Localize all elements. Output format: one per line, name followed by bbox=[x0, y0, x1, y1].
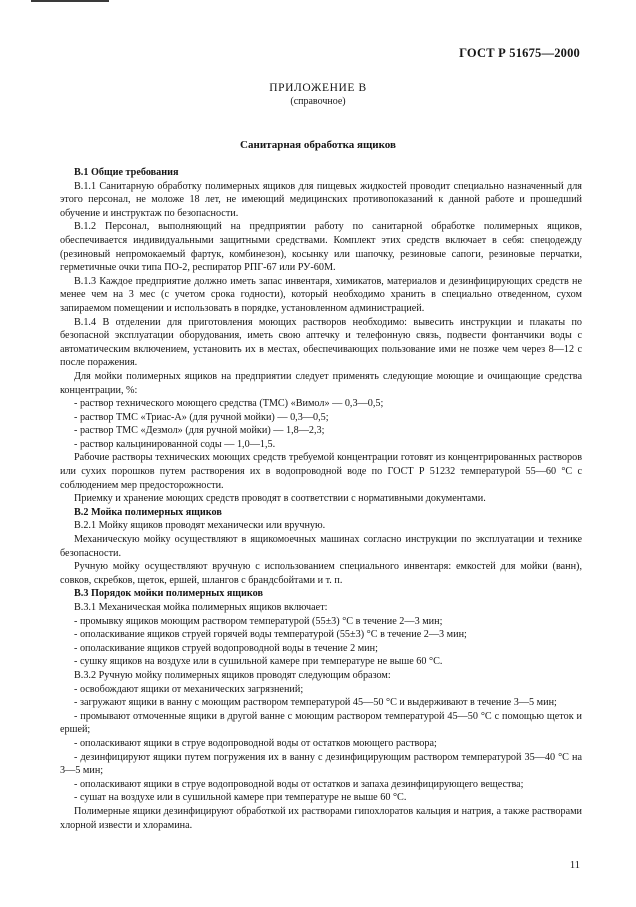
list-item: - дезинфицируют ящики путем погружения их в ванну с дезинфицирующим раствором температурой 35—40 °С на 3—5 мин; bbox=[60, 751, 582, 777]
paragraph: В.1.3 Каждое предприятие должно иметь запас инвентаря, химикатов, материалов и дезинфицирующих средств не менее чем на 3 мес (с учетом срока годности), который необходимо хранить в специально отведенном, сухом запираемом помещении и использовать в порядке, установленном администрацией. bbox=[60, 275, 582, 314]
list-item: - ополаскивание ящиков струей горячей воды температурой (55±3) °С в течение 2—3 мин; bbox=[74, 629, 467, 641]
paragraph: В.3.2 Ручную мойку полимерных ящиков проводят следующим образом: bbox=[74, 669, 391, 681]
paragraph: Механическую мойку осуществляют в ящикомоечных машинах согласно инструкции по эксплуатации и технике безопасности. bbox=[60, 534, 582, 559]
list-item: - промывку ящиков моющим раствором температурой (55±3) °С в течение 2—3 мин; bbox=[74, 615, 443, 627]
list-item: - раствор технического моющего средства (ТМС) «Вимол» — 0,3—0,5; bbox=[74, 398, 384, 410]
paragraph: Полимерные ящики дезинфицируют обработкой их растворами гипохлоратов кальция и натрия, а также растворами хлорной извести и хлорамина. bbox=[60, 805, 582, 831]
subsection-heading: В.1 Общие требования bbox=[74, 167, 179, 178]
list-item: - ополаскивают ящики в струе водопроводной воды от остатков и запаха дезинфицирующего вещества; bbox=[74, 778, 524, 790]
subsection-heading: В.3 Порядок мойки полимерных ящиков bbox=[74, 588, 263, 600]
appendix-note: (справочное) bbox=[290, 96, 346, 107]
section-title: Санитарная обработка ящиков bbox=[240, 139, 396, 151]
list-item: - раствор кальцинированной соды — 1,0—1,5. bbox=[74, 438, 276, 450]
paragraph: Для мойки полимерных ящиков на предприятии следует применять следующие моющие и очищающие средства концентрации, %: bbox=[60, 370, 582, 396]
paragraph: Приемку и хранение моющих средств проводят в соответствии с нормативными документами. bbox=[74, 493, 486, 505]
document-code: ГОСТ Р 51675—2000 bbox=[459, 46, 580, 60]
paragraph: В.1.4 В отделении для приготовления моющих растворов необходимо: вывесить инструкции и плакаты по безопасной эксплуатации оборудования, иметь свою аптечку и телефонную связь, подвести фонтанчики воды с автоматическим включением, установить их в местах, обеспечивающих пользование ими не позже чем через 8—12 с после поражения. bbox=[60, 316, 582, 369]
list-item: - сушат на воздухе или в сушильной камере при температуре не выше 60 °С. bbox=[74, 792, 407, 804]
list-item: - ополаскивание ящиков струей водопроводной воды в течение 2 мин; bbox=[74, 642, 378, 654]
paragraph: В.1.2 Персонал, выполняющий на предприятии работу по санитарной обработке полимерных ящиков, обеспечивается индивидуальными защитными средствами. Комплект этих средств включает в себя: спецодежду (резиновый непромокаемый фартук, комбинезон), косынку или шапочку, резиновые сапоги, резиновые перчатки, герметичные очки типа ПО-2, респиратор РПГ-67 или РУ-60М. bbox=[60, 221, 582, 274]
list-item: - освобождают ящики от механических загрязнений; bbox=[74, 683, 304, 695]
list-item: - сушку ящиков на воздухе или в сушильной камере при температуре не выше 60 °С. bbox=[74, 656, 443, 668]
paragraph: В.1.1 Санитарную обработку полимерных ящиков для пищевых жидкостей проводит специально назначенный для этого персонал, не моложе 18 лет, не имеющий медицинских противопоказаний к данной работе и прошедший обучение и инструктаж по безопасности. bbox=[60, 180, 582, 219]
subsection-heading: В.2 Мойка полимерных ящиков bbox=[74, 506, 222, 518]
document-body bbox=[60, 166, 582, 832]
appendix-title: ПРИЛОЖЕНИЕ В bbox=[269, 82, 367, 94]
list-item: - раствор ТМС «Дезмол» (для ручной мойки) — 1,8—2,3; bbox=[74, 425, 325, 437]
paragraph: В.2.1 Мойку ящиков проводят механически или вручную. bbox=[74, 520, 326, 532]
list-item: - раствор ТМС «Триас-А» (для ручной мойки) — 0,3—0,5; bbox=[74, 411, 329, 423]
paragraph: В.3.1 Механическая мойка полимерных ящиков включает: bbox=[74, 602, 328, 613]
list-item: - промывают отмоченные ящики в другой ванне с моющим раствором температурой 45—50 °С с помощью щеток и ершей; bbox=[60, 710, 582, 736]
top-rule bbox=[31, 0, 109, 2]
list-item: - ополаскивают ящики в струе водопроводной воды от остатков моющего раствора; bbox=[74, 737, 437, 749]
list-item: - загружают ящики в ванну с моющим раствором температурой 45—50 °С и выдерживают в течение 3—5 мин; bbox=[74, 697, 557, 709]
paragraph: Ручную мойку осуществляют вручную с использованием специального инвентаря: емкостей для мойки (ванн), совков, скребков, щеток, ершей, шлангов с брандсбойтами и т. п. bbox=[60, 561, 582, 586]
page-number: 11 bbox=[569, 860, 580, 871]
paragraph: Рабочие растворы технических моющих средств требуемой концентрации готовят из концентрированных растворов или сухих порошков путем растворения их в водопроводной воде по ГОСТ Р 51232 температурой 55—60 °С с соблюдением мер предосторожности. bbox=[60, 452, 582, 491]
